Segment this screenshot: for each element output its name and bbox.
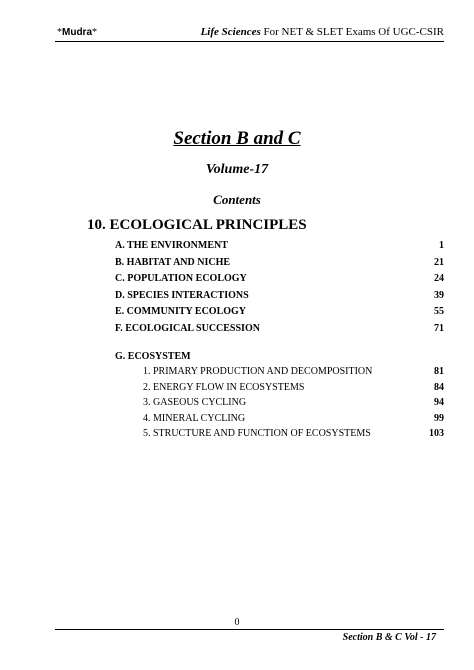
toc-subentry-label: 3. GASEOUS CYCLING [143, 397, 247, 408]
toc-entry-page: 71 [434, 322, 444, 334]
volume-label: Volume-17 [205, 162, 269, 177]
page-number: 0 [234, 617, 240, 628]
toc-subentry[interactable] [115, 413, 444, 429]
toc-entry[interactable] [115, 290, 444, 307]
chapter-heading: 10. ECOLOGICAL PRINCIPLES [87, 217, 307, 233]
toc-entry-page: 39 [434, 289, 444, 301]
header-title [201, 26, 444, 38]
header-title-emphasis: Life Sciences [200, 26, 261, 38]
toc-subentry-page: 81 [434, 366, 444, 377]
toc-subentry-page: 103 [429, 428, 444, 439]
toc-entry[interactable] [115, 240, 444, 257]
toc-subentry[interactable] [115, 382, 444, 398]
toc-entry-page: 24 [434, 273, 444, 284]
footer-rule [55, 629, 444, 630]
contents-heading: Contents [213, 192, 261, 207]
toc-subentry-page: 84 [434, 381, 444, 393]
toc-subentry[interactable] [115, 366, 444, 382]
toc-subentry[interactable] [115, 397, 444, 413]
toc-subentry-page: 94 [434, 397, 444, 408]
toc-subentry-label: 4. MINERAL CYCLING [143, 412, 246, 424]
toc-entry[interactable] [115, 273, 444, 290]
header-rule [55, 41, 444, 42]
toc-entry-label: E. COMMUNITY ECOLOGY [115, 306, 247, 317]
header-brand [57, 27, 97, 38]
toc-entry-label: A. THE ENVIRONMENT [115, 240, 228, 251]
toc-entry-label: F. ECOLOGICAL SUCCESSION [115, 322, 260, 334]
header-brand-suffix: * [92, 27, 97, 38]
toc-entry[interactable] [115, 257, 444, 274]
toc-entry-page: 55 [434, 306, 444, 317]
toc-subentry[interactable] [115, 428, 444, 444]
header-brand-name: Mudra [62, 27, 92, 38]
toc-entry-page: 1 [439, 240, 444, 251]
footer-label: Section B & C Vol - 17 [342, 632, 436, 643]
toc-entry[interactable] [115, 306, 444, 323]
toc-entry-page: 21 [434, 256, 444, 268]
toc-entry-label: D. SPECIES INTERACTIONS [115, 289, 249, 301]
header-brand-prefix: * [57, 27, 62, 38]
table-of-contents [115, 240, 444, 444]
toc-subentry-label: 2. ENERGY FLOW IN ECOSYSTEMS [143, 381, 305, 393]
toc-entry-label: C. POPULATION ECOLOGY [115, 273, 247, 284]
header-title-rest: For NET & SLET Exams Of UGC-CSIR [260, 26, 444, 38]
page-title: Section B and C [173, 128, 301, 149]
toc-subentry-label: 5. STRUCTURE AND FUNCTION OF ECOSYSTEMS [143, 428, 371, 439]
toc-entry[interactable] [115, 323, 444, 340]
toc-subentry-page: 99 [434, 412, 444, 424]
toc-entry-label: B. HABITAT AND NICHE [115, 256, 231, 268]
toc-subentry-label: 1. PRIMARY PRODUCTION AND DECOMPOSITION [143, 366, 373, 377]
toc-group-heading[interactable]: G. ECOSYSTEM [115, 351, 191, 362]
